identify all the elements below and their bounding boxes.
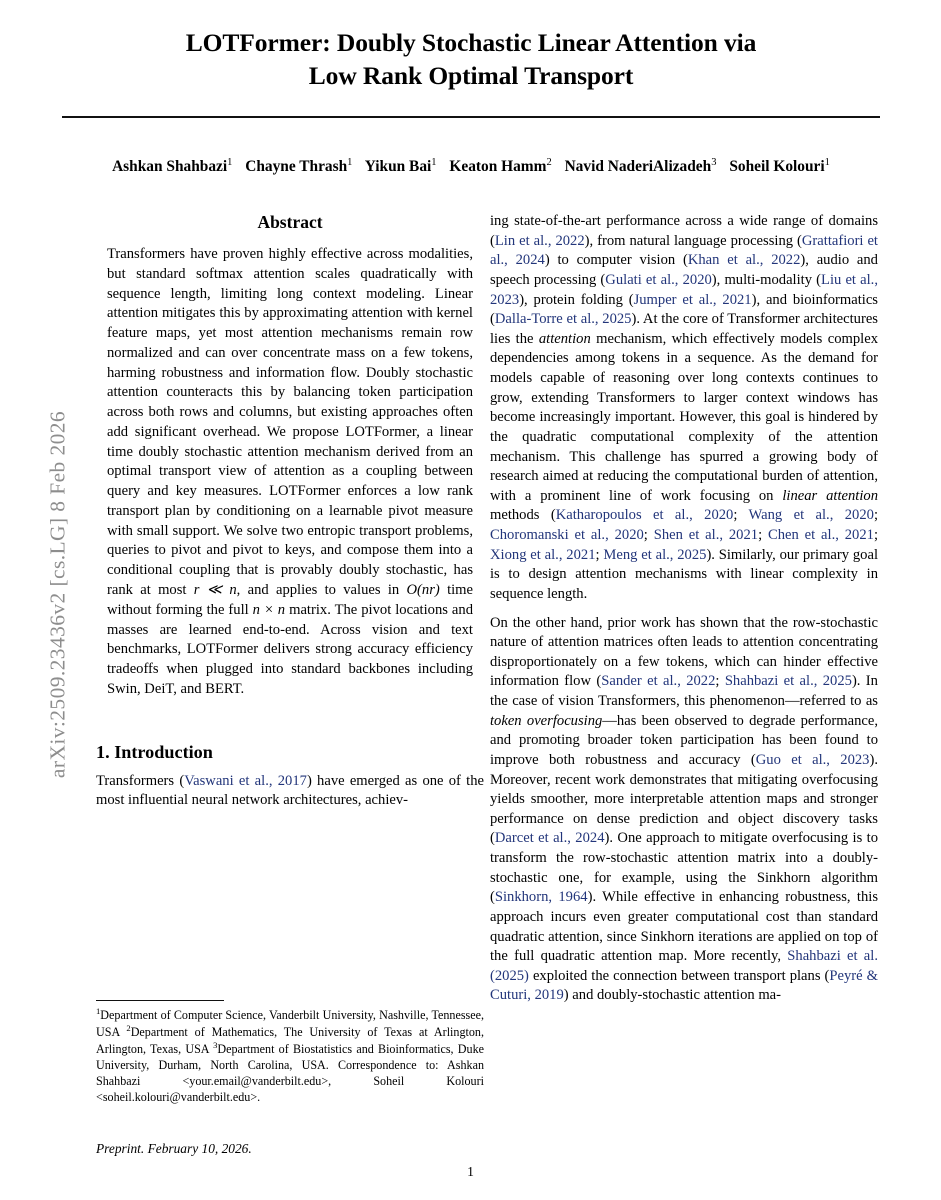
citation-link[interactable]: Darcet et al., 2024 <box>494 830 605 847</box>
author-affiliation-marker: 1 <box>824 157 830 168</box>
par2-text-3: —has been observed to degrade performance, and promoting broader token participation has been found to improve both robustness and accuracy ( <box>490 712 878 768</box>
abstract-part-4: matrix. The pivot locations and masses are learned end-to-end. Across vision and text benchmarks, LOTFormer delivers strong accuracy efficiency tradeoffs when plugged into standard backbones including Swin, DeiT, and BERT. <box>107 601 473 697</box>
emphasis-attention: attention <box>538 330 591 347</box>
par1-text-10: methods ( <box>490 507 556 524</box>
par2-text-5: ). One approach to mitigate overfocusing is to transform the row-stochastic attention matrix into a doubly-stochastic one, for example, using the Sinkhorn algorithm ( <box>490 830 878 906</box>
preprint-notice: Preprint. February 10, 2026. <box>96 1141 252 1156</box>
par1-sep-4: ; <box>758 527 768 543</box>
par1-text-9: mechanism, which effectively models complex dependencies among tokens in a sequence. As the demand for models capable of reasoning over long contexts continues to grow, extending Transformers to larger context windows has become increasingly important. However, this goal is hindered by the quadratic computational complexity of the attention mechanism. This challenge has spurred a growing body of research aimed at reducing the computational burden of attention, with a prominent line of work focusing on <box>490 330 878 504</box>
par2-text-2: ). In the case of vision Transformers, this phenomenon—referred to as <box>490 673 878 709</box>
author-name: Yikun Bai <box>364 158 432 176</box>
citation-link[interactable]: Sander et al., 2022 <box>601 673 716 690</box>
emphasis-linear-attention: linear attention <box>782 487 878 504</box>
footnote-affiliations <box>96 1006 484 1105</box>
par1-text-4: ), audio and speech processing ( <box>490 252 878 288</box>
arxiv-identifier-stamp: arXiv:2509.23436v2 [cs.LG] 8 Feb 2026 <box>45 410 70 779</box>
citation-link[interactable]: Lin et al., 2022 <box>494 232 585 249</box>
par2-text-7: exploited the connection between transport plans ( <box>528 967 830 984</box>
par1-text-3: ) to computer vision ( <box>544 252 688 269</box>
par1-sep-1: ; <box>733 507 749 524</box>
author-affiliation-marker: 1 <box>347 157 353 168</box>
abstract-part-3: time without forming the full <box>107 582 474 618</box>
abstract-heading: Abstract <box>257 212 323 232</box>
abstract-text <box>96 245 484 700</box>
citation-link[interactable]: Khan et al., 2022 <box>687 252 801 269</box>
emphasis-token-overfocusing: token overfocusing <box>490 712 603 729</box>
par2-text-4: ). Moreover, recent work demonstrates that mitigating overfocusing yields smoother, more interpretable attention maps and stronger performance on dense prediction and object discovery tasks ( <box>490 751 878 847</box>
author-list <box>62 157 880 176</box>
author-entry <box>112 158 232 175</box>
citation-link[interactable]: Shahbazi et al. (2025) <box>490 948 878 984</box>
par1-sep-3: ; <box>643 527 654 543</box>
author-entry <box>449 158 551 175</box>
paper-title-line-1: LOTFormer: Doubly Stochastic Linear Attention via <box>185 28 757 57</box>
par1-sep-2: ; <box>873 507 878 524</box>
author-affiliation-marker: 1 <box>431 157 437 168</box>
title-divider-rule <box>62 116 880 118</box>
section-heading-introduction: 1. Introduction <box>96 741 213 762</box>
footnote-marker-2: 2 <box>126 1023 131 1034</box>
paper-title-line-2: Low Rank Optimal Transport <box>308 61 634 91</box>
citation-link[interactable]: Xiong et al., 2021 <box>490 546 596 563</box>
citation-link[interactable]: Shen et al., 2021 <box>653 527 759 543</box>
footnote-text-2: Department of Mathematics, The University of Texas at Arlington, Arlington, Texas, USA <box>96 1025 484 1057</box>
author-name: Soheil Kolouri <box>729 158 825 176</box>
citation-link[interactable]: Dalla-Torre et al., 2025 <box>494 311 632 328</box>
par1-sep-5: ; <box>873 527 878 543</box>
math-rank-expression: r ≪ n <box>193 582 237 599</box>
footnote-marker-3: 3 <box>213 1040 218 1051</box>
footnote-marker-1: 1 <box>96 1006 101 1016</box>
author-entry <box>729 158 830 175</box>
citation-link[interactable]: Liu et al., 2023 <box>490 271 878 308</box>
citation-link[interactable]: Guo et al., 2023 <box>755 751 870 768</box>
par1-sep-6: ; <box>595 546 604 563</box>
math-matrix-size: n × n <box>252 601 286 618</box>
citation-link[interactable]: Chen et al., 2021 <box>767 527 874 543</box>
par2-sep-1: ; <box>715 673 725 690</box>
citation-link[interactable]: Jumper et al., 2021 <box>633 291 752 308</box>
footnote-text-1: Department of Computer Science, Vanderbilt University, Nashville, Tennessee, USA <box>96 1008 484 1040</box>
par1-text-7: ), and bioinformatics ( <box>490 291 878 328</box>
footnote-text-3: Department of Biostatistics and Bioinformatics, Duke University, Durham, North Carolina, USA. Correspondence to: Ashkan Shahbazi <your.email@vanderbilt.edu>, Soheil Kolouri <soheil.kolouri@vanderbilt.edu>. <box>96 1042 484 1105</box>
author-affiliation-marker: 1 <box>227 157 233 168</box>
introduction-paragraph-1 <box>96 772 484 811</box>
intro-text-2: ) have emerged as one of the most influential neural network architectures, achiev- <box>96 772 484 809</box>
citation-link[interactable]: Sinkhorn, 1964 <box>494 889 588 906</box>
par2-text-end: ) and doubly-stochastic attention ma- <box>563 987 782 1004</box>
math-time-complexity: O(nr) <box>406 582 440 599</box>
abstract-part-1: Transformers have proven highly effective across modalities, but standard softmax attention scales quadratically with sequence length, limiting long context modeling. Linear attention mitigates this by approximating attention with kernel feature maps, yet most attention mechanisms remain row normalized and can over concentrate mass on a few tokens, harming robustness and information flow. Doubly stochastic attention counteracts this by balancing token participation across both rows and columns, but existing approaches often add significant overhead. We propose LOTFormer, a linear time doubly stochastic attention mechanism derived from an optimal transport view of attention as a coupling between query and key measures. LOTFormer enforces a low rank transport plan by conditioning on a learnable pivot measure with small support. We solve two entropic transport problems, queries to pivot and pivot to keys, and compose them into a conditional coupling that is provably doubly stochastic, has rank at most <box>107 246 473 599</box>
citation-link[interactable]: Choromanski et al., 2020 <box>490 527 644 543</box>
author-entry <box>565 158 717 175</box>
author-name: Chayne Thrash <box>245 158 348 176</box>
author-entry <box>365 158 437 175</box>
author-name: Navid NaderiAlizadeh <box>564 158 712 176</box>
citation-link[interactable]: Vaswani et al., 2017 <box>184 772 307 789</box>
par1-text-1: ing state-of-the-art performance across a wide range of domains ( <box>490 213 878 249</box>
citation-link[interactable]: Wang et al., 2020 <box>748 507 874 524</box>
footnote-separator-rule <box>96 1000 224 1001</box>
body-paragraph-1 <box>490 212 878 605</box>
page-title <box>62 26 880 92</box>
citation-link[interactable]: Meng et al., 2025 <box>603 546 707 563</box>
par2-text-1: On the other hand, prior work has shown that the row-stochastic nature of attention matrices often leads to attention concentrating disproportionately on a few tokens, which can hinder effective information flow ( <box>490 614 878 690</box>
title-block <box>62 26 880 92</box>
left-column <box>96 212 484 811</box>
citation-link[interactable]: Peyré & Cuturi, 2019 <box>490 967 878 1004</box>
citation-link[interactable]: Grattafiori et al., 2024 <box>490 232 878 269</box>
author-name: Ashkan Shahbazi <box>112 158 228 176</box>
par1-text-6: ), protein folding ( <box>519 291 634 308</box>
par2-text-6: ). While effective in enhancing robustness, this approach incurs even greater computational cost than standard quadratic attention, since Sinkhorn iterations are applied on top of the full quadratic attention map. More recently, <box>490 889 878 965</box>
author-affiliation-marker: 2 <box>546 157 552 168</box>
par1-text-5: ), multi-modality ( <box>711 271 822 288</box>
right-column <box>490 212 878 1006</box>
par1-text-2: ), from natural language processing ( <box>584 232 802 249</box>
page-number: 1 <box>467 1164 474 1179</box>
par1-text-8: ). At the core of Transformer architectures lies the <box>490 311 878 347</box>
citation-link[interactable]: Shahbazi et al., 2025 <box>724 673 852 690</box>
author-name: Keaton Hamm <box>449 158 547 176</box>
abstract-part-2: , and applies to values in <box>236 582 407 599</box>
citation-link[interactable]: Gulati et al., 2020 <box>605 271 712 288</box>
body-paragraph-2 <box>490 614 878 1007</box>
author-affiliation-marker: 3 <box>711 157 717 168</box>
intro-text-1: Transformers ( <box>96 772 185 789</box>
citation-link[interactable]: Katharopoulos et al., 2020 <box>555 507 734 524</box>
author-entry <box>245 158 352 175</box>
par1-text-end: ). Similarly, our primary goal is to design attention mechanisms with linear complexity in sequence length. <box>490 546 879 602</box>
